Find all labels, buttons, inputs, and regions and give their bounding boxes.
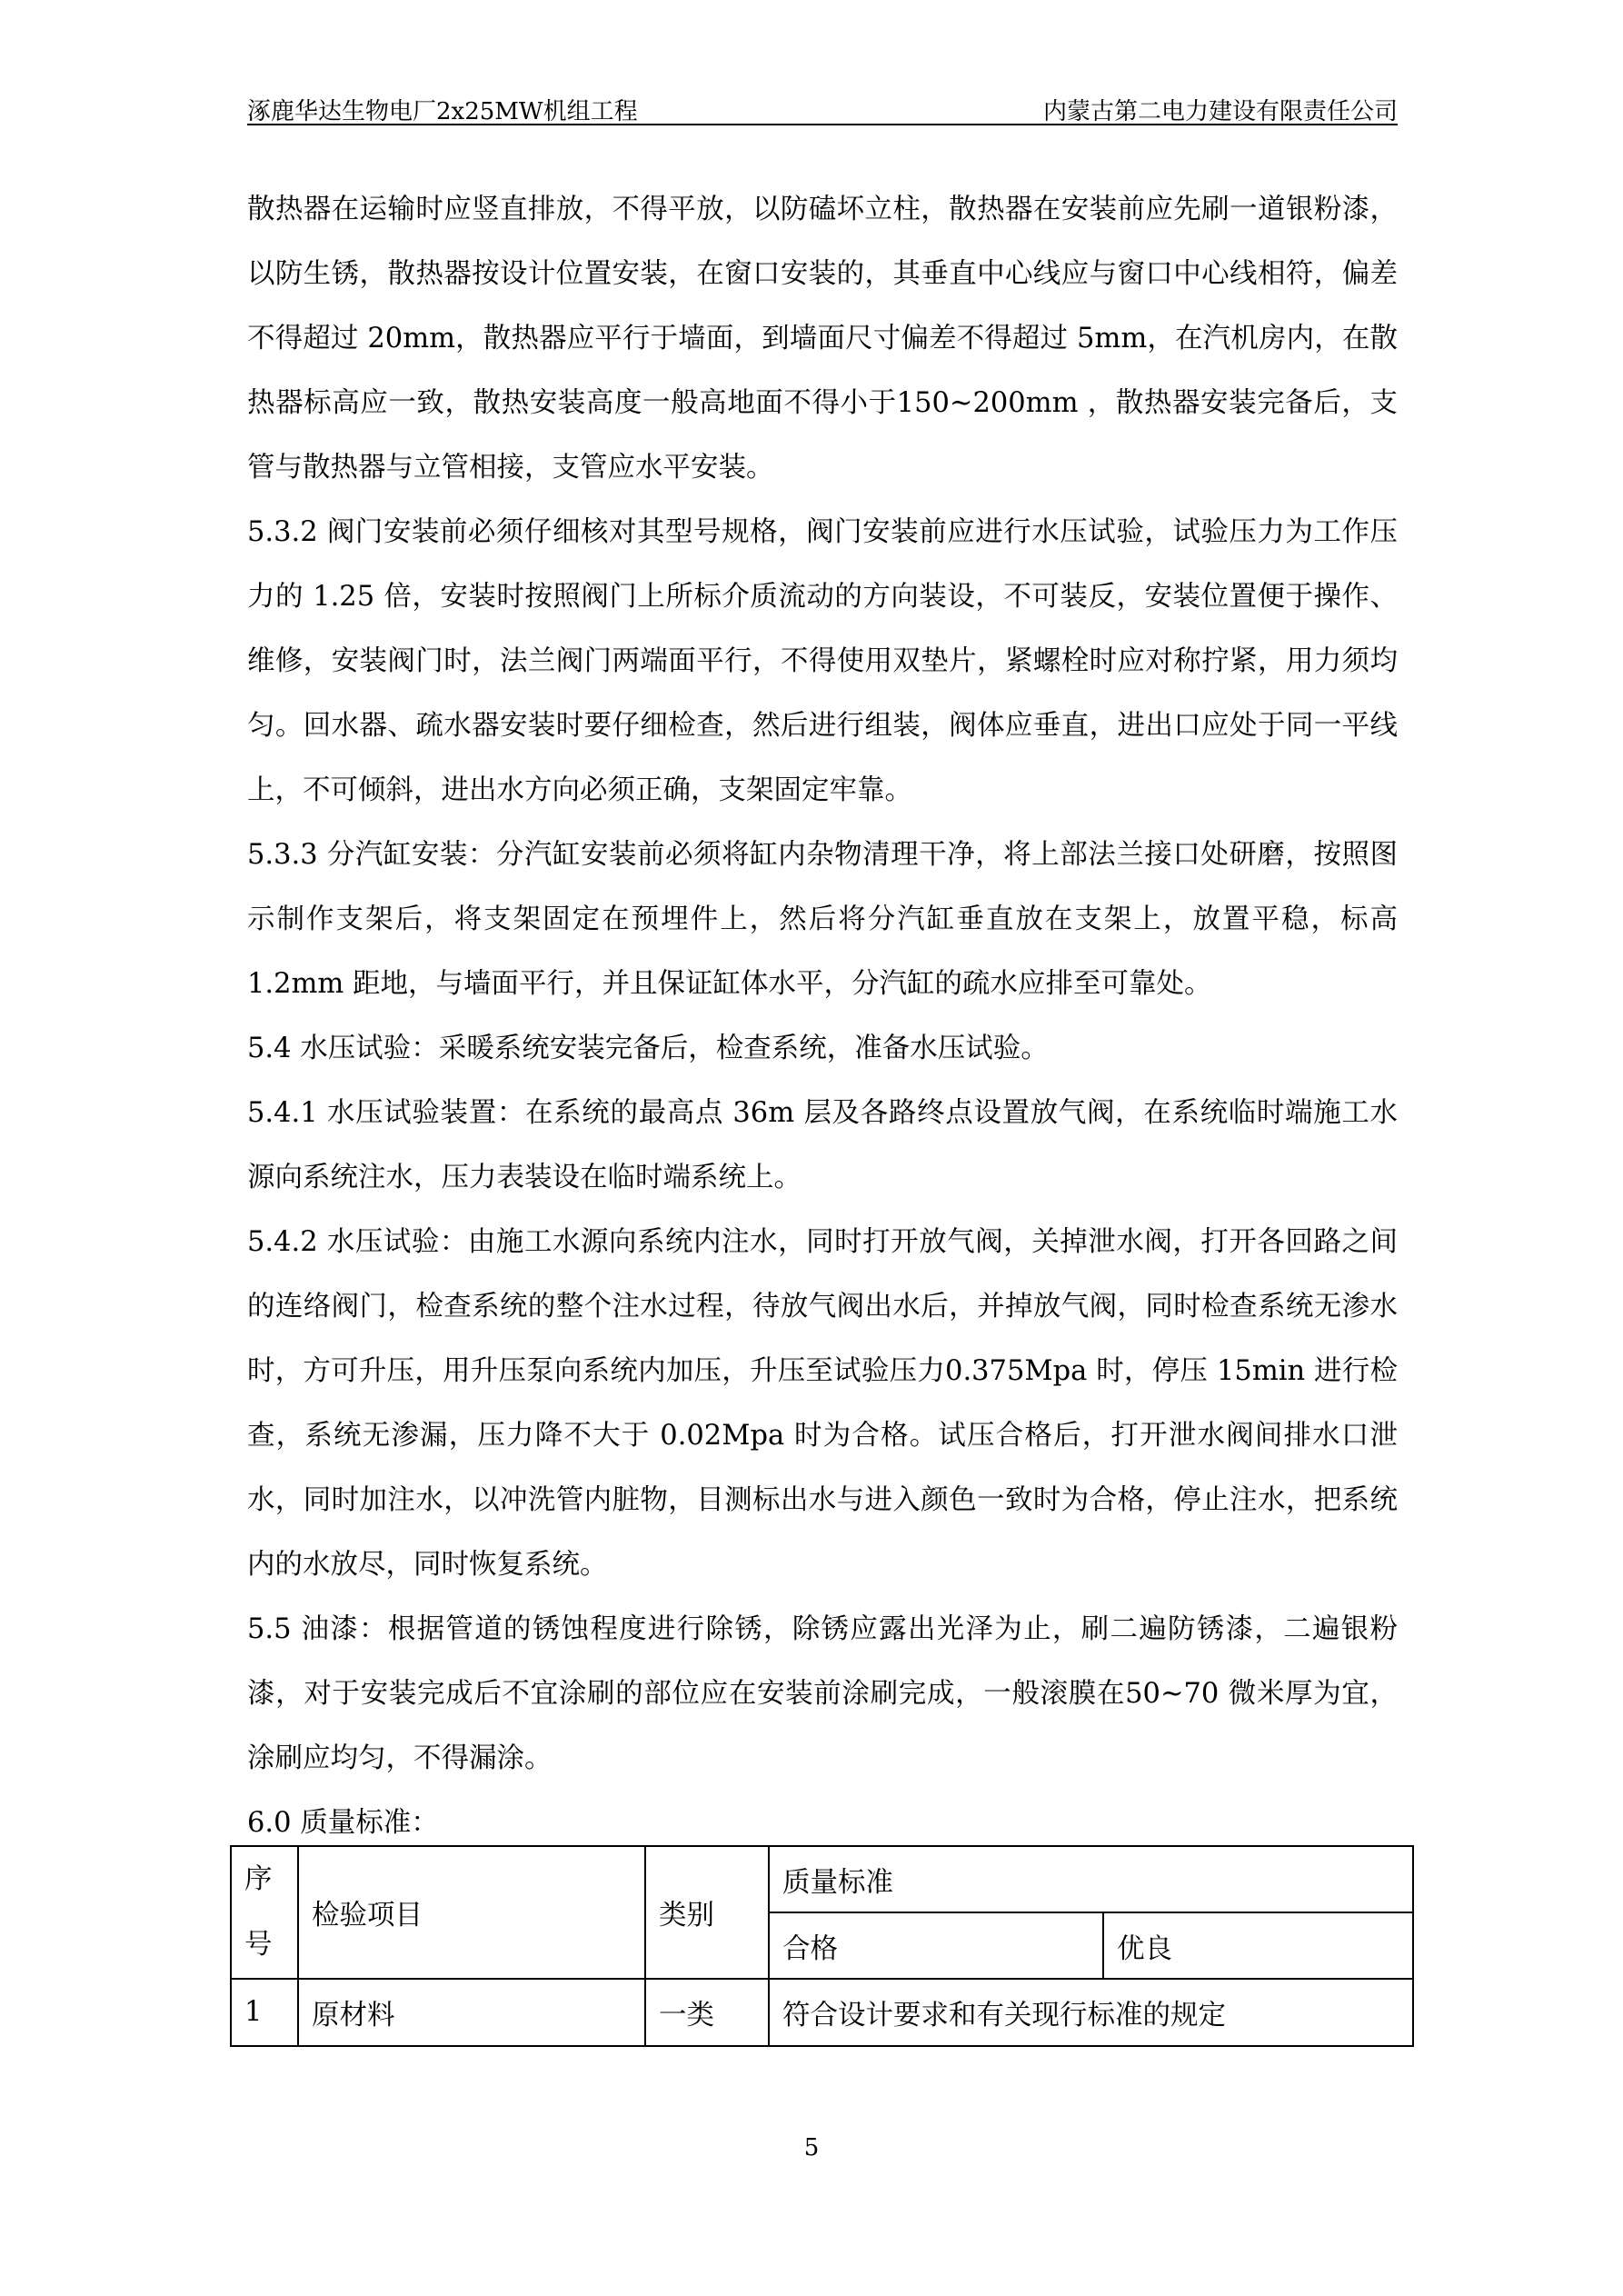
section-6-0-quality-standard-heading: 6.0 质量标准： (247, 1807, 439, 1839)
paragraph-5-5-painting: 5.5 油漆：根据管道的锈蚀程度进行除锈，除锈应露出光泽为止，刷二遍防锈漆，二遍银粉漆，对于安装完成后不宜涂刷的部位应在安装前涂刷完成，一般滚膜在50~70 微米厚为宜，涂刷应均匀，不得漏涂。 (247, 1613, 1398, 1774)
table-header-row (231, 1846, 1413, 1912)
header-category: 类别 (645, 1846, 769, 1979)
row-standard: 符合设计要求和有关现行标准的规定 (769, 1979, 1413, 2046)
page-header (247, 91, 1398, 125)
paragraph-radiator-installation: 散热器在运输时应竖直排放，不得平放，以防磕坏立柱，散热器在安装前应先刷一道银粉漆，以防生锈，散热器按设计位置安装，在窗口安装的，其垂直中心线应与窗口中心线相符，偏差不得超过 20mm，散热器应平行于墙面，到墙面尺寸偏差不得超过 5mm，在汽机房内，在散热器标高应一致，散热安装高度一般高地面不得小于150~200mm ，散热器安装完备后，支管与散热器与立管相接，支管应水平安装。 (247, 194, 1398, 484)
row-category: 一类 (645, 1979, 769, 2046)
header-project-name: 涿鹿华达生物电厂2x25MW机组工程 (247, 98, 638, 125)
page-number: 5 (803, 2134, 820, 2161)
header-company-name: 内蒙古第二电力建设有限责任公司 (1042, 98, 1398, 125)
paragraph-5-3-3-steam-header-installation: 5.3.3 分汽缸安装：分汽缸安装前必须将缸内杂物清理干净，将上部法兰接口处研磨，按照图示制作支架后，将支架固定在预埋件上，然后将分汽缸垂直放在支架上，放置平稳，标高1.2mm 距地，与墙面平行，并且保证缸体水平，分汽缸的疏水应排至可靠处。 (247, 839, 1398, 1000)
table-row (231, 1979, 1413, 2046)
row-item: 原材料 (298, 1979, 645, 2046)
document-body (247, 177, 1398, 1855)
header-seq-line1: 序 (244, 1863, 273, 1895)
header-quality-standard: 质量标准 (769, 1846, 1413, 1912)
header-qualified: 合格 (769, 1912, 1103, 1979)
header-seq-cell (231, 1846, 298, 1979)
row-seq: 1 (231, 1979, 298, 2046)
paragraph-5-3-2-valve-installation: 5.3.2 阀门安装前必须仔细核对其型号规格，阀门安装前应进行水压试验，试验压力为工作压力的 1.25 倍，安装时按照阀门上所标介质流动的方向装设，不可装反，安装位置便于操作、维修，安装阀门时，法兰阀门两端面平行，不得使用双垫片，紧螺栓时应对称拧紧，用力须均匀。回水器、疏水器安装时要仔细检查，然后进行组装，阀体应垂直，进出口应处于同一平线上，不可倾斜，进出水方向必须正确，支架固定牢靠。 (247, 516, 1398, 806)
paragraph-5-4-hydrostatic-test: 5.4 水压试验：采暖系统安装完备后，检查系统，准备水压试验。 (247, 1033, 1049, 1064)
paragraph-5-4-2-test-procedure: 5.4.2 水压试验：由施工水源向系统内注水，同时打开放气阀，关掉泄水阀，打开各回路之间的连络阀门，检查系统的整个注水过程，待放气阀出水后，并掉放气阀，同时检查系统无渗水时，方可升压，用升压泵向系统内加压，升压至试验压力0.375Mpa 时，停压 15min 进行检查，系统无渗漏，压力降不大于 0.02Mpa 时为合格。试压合格后，打开泄水阀间排水口泄水，同时加注水，以冲洗管内脏物，目测标出水与进入颜色一致时为合格，停止注水，把系统内的水放尽，同时恢复系统。 (247, 1226, 1398, 1581)
quality-standard-table (230, 1845, 1414, 2047)
header-excellent: 优良 (1103, 1912, 1413, 1979)
paragraph-5-4-1-test-apparatus: 5.4.1 水压试验装置：在系统的最高点 36m 层及各路终点设置放气阀，在系统临时端施工水源向系统注水，压力表装设在临时端系统上。 (247, 1097, 1398, 1193)
header-seq-line2: 号 (244, 1929, 273, 1961)
header-inspection-item: 检验项目 (298, 1846, 645, 1979)
